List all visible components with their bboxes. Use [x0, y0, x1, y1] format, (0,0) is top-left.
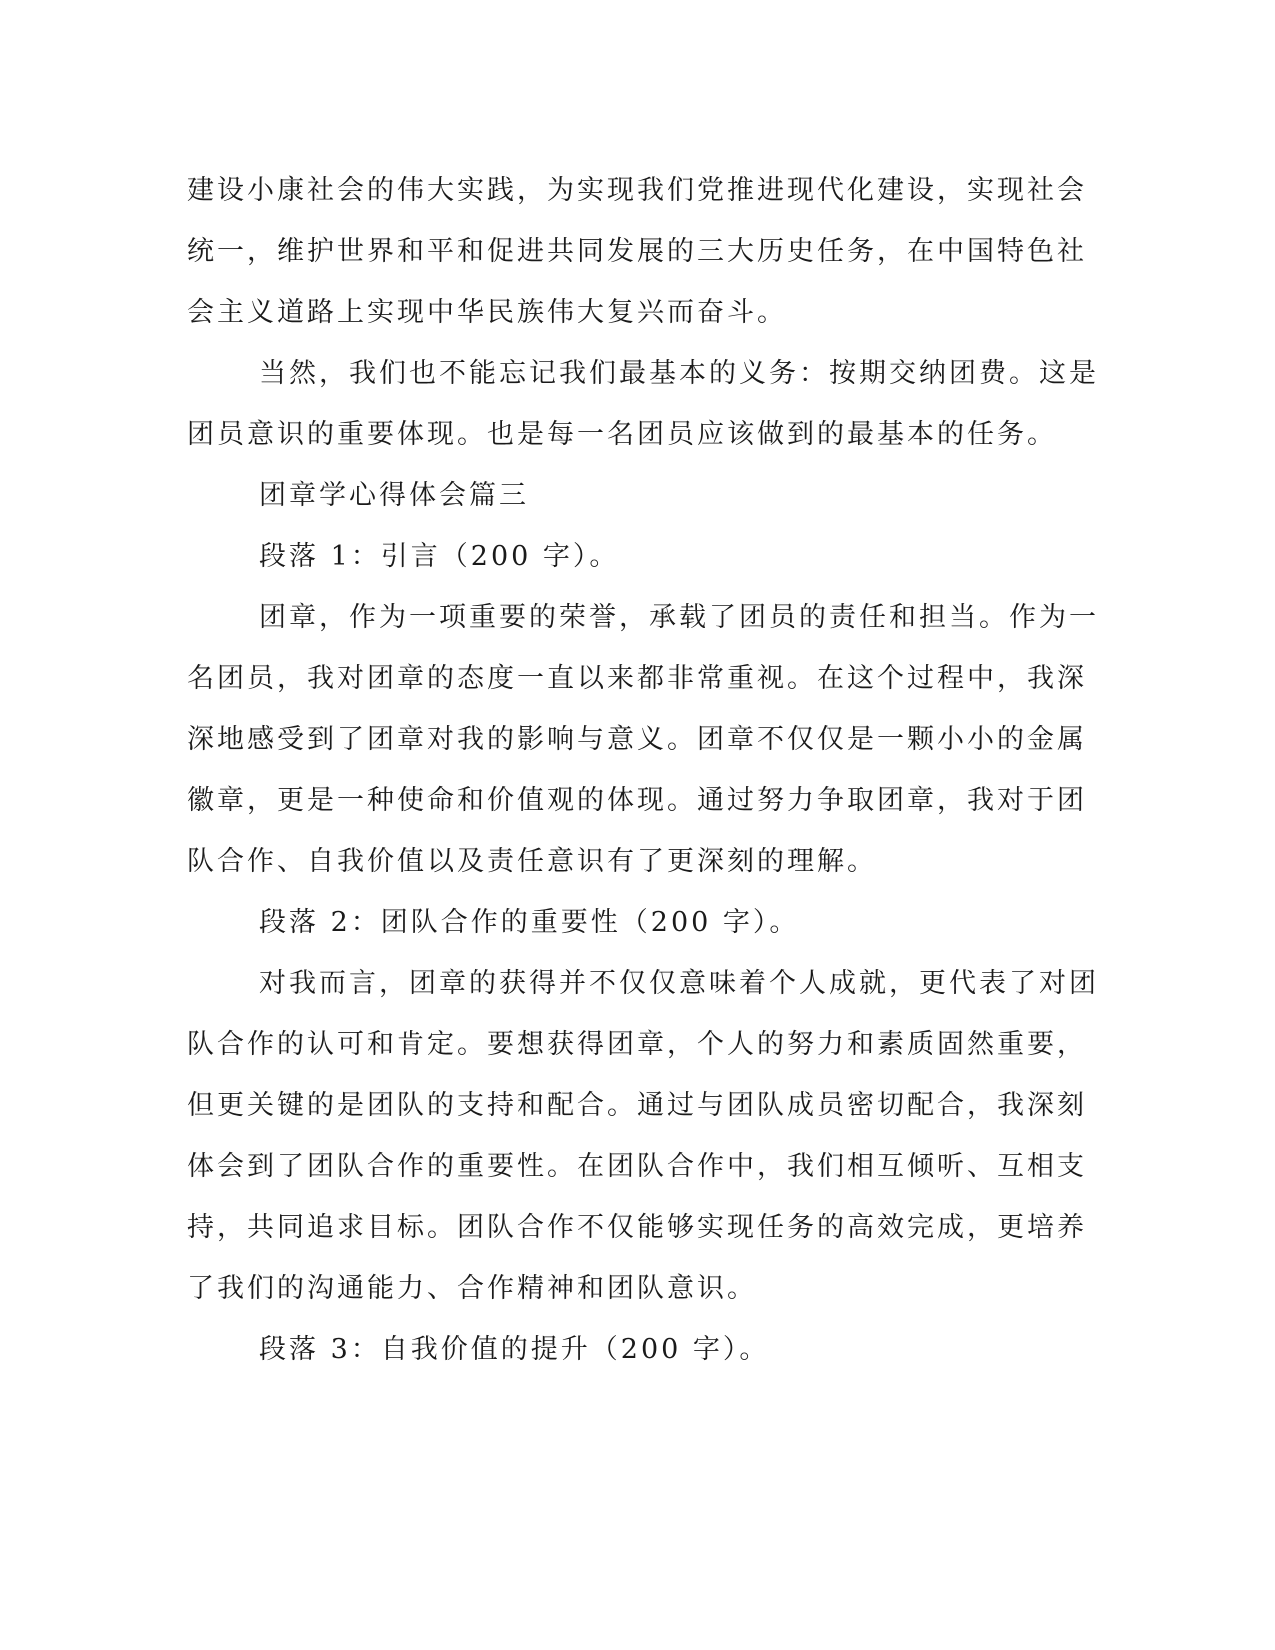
paragraph-introduction [187, 587, 1099, 892]
text-line: 队合作的认可和肯定。要想获得团章，个人的努力和素质固然重要， [187, 1029, 1087, 1060]
text-line: 队合作、自我价值以及责任意识有了更深刻的理解。 [187, 846, 877, 877]
text-line: 但更关键的是团队的支持和配合。通过与团队成员密切配合，我深刻 [187, 1090, 1087, 1121]
section-title: 团章学心得体会篇三 [259, 480, 529, 511]
text-line: 建设小康社会的伟大实践，为实现我们党推进现代化建设，实现社会 [187, 175, 1087, 206]
text-line: 体会到了团队合作的重要性。在团队合作中，我们相互倾听、互相支 [187, 1151, 1087, 1182]
subheading-text: 段落 3：自我价值的提升（200 字）。 [259, 1334, 770, 1365]
subheading-paragraph-2 [187, 892, 1067, 953]
text-line: 会主义道路上实现中华民族伟大复兴而奋斗。 [187, 297, 787, 328]
text-line: 名团员，我对团章的态度一直以来都非常重视。在这个过程中，我深 [187, 663, 1087, 694]
subheading-paragraph-1 [187, 526, 1067, 587]
paragraph-teamwork [187, 953, 1099, 1319]
document-body [187, 160, 1099, 1380]
text-line: 当然，我们也不能忘记我们最基本的义务：按期交纳团费。这是 [259, 358, 1099, 389]
text-line: 团员意识的重要体现。也是每一名团员应该做到的最基本的任务。 [187, 419, 1057, 450]
text-line: 深地感受到了团章对我的影响与意义。团章不仅仅是一颗小小的金属 [187, 724, 1087, 755]
subheading-paragraph-3 [187, 1319, 1067, 1380]
paragraph-continuation [187, 160, 1087, 343]
paragraph-membership-dues [187, 343, 1099, 465]
subheading-text: 段落 1：引言（200 字）。 [259, 541, 620, 572]
text-line: 对我而言，团章的获得并不仅仅意味着个人成就，更代表了对团 [259, 968, 1099, 999]
text-line: 徽章，更是一种使命和价值观的体现。通过努力争取团章，我对于团 [187, 785, 1087, 816]
text-line: 团章，作为一项重要的荣誉，承载了团员的责任和担当。作为一 [259, 602, 1099, 633]
text-line: 持，共同追求目标。团队合作不仅能够实现任务的高效完成，更培养 [187, 1212, 1087, 1243]
text-line: 了我们的沟通能力、合作精神和团队意识。 [187, 1273, 757, 1304]
subheading-text: 段落 2：团队合作的重要性（200 字）。 [259, 907, 800, 938]
section-heading [187, 465, 1067, 526]
text-line: 统一，维护世界和平和促进共同发展的三大历史任务，在中国特色社 [187, 236, 1087, 267]
